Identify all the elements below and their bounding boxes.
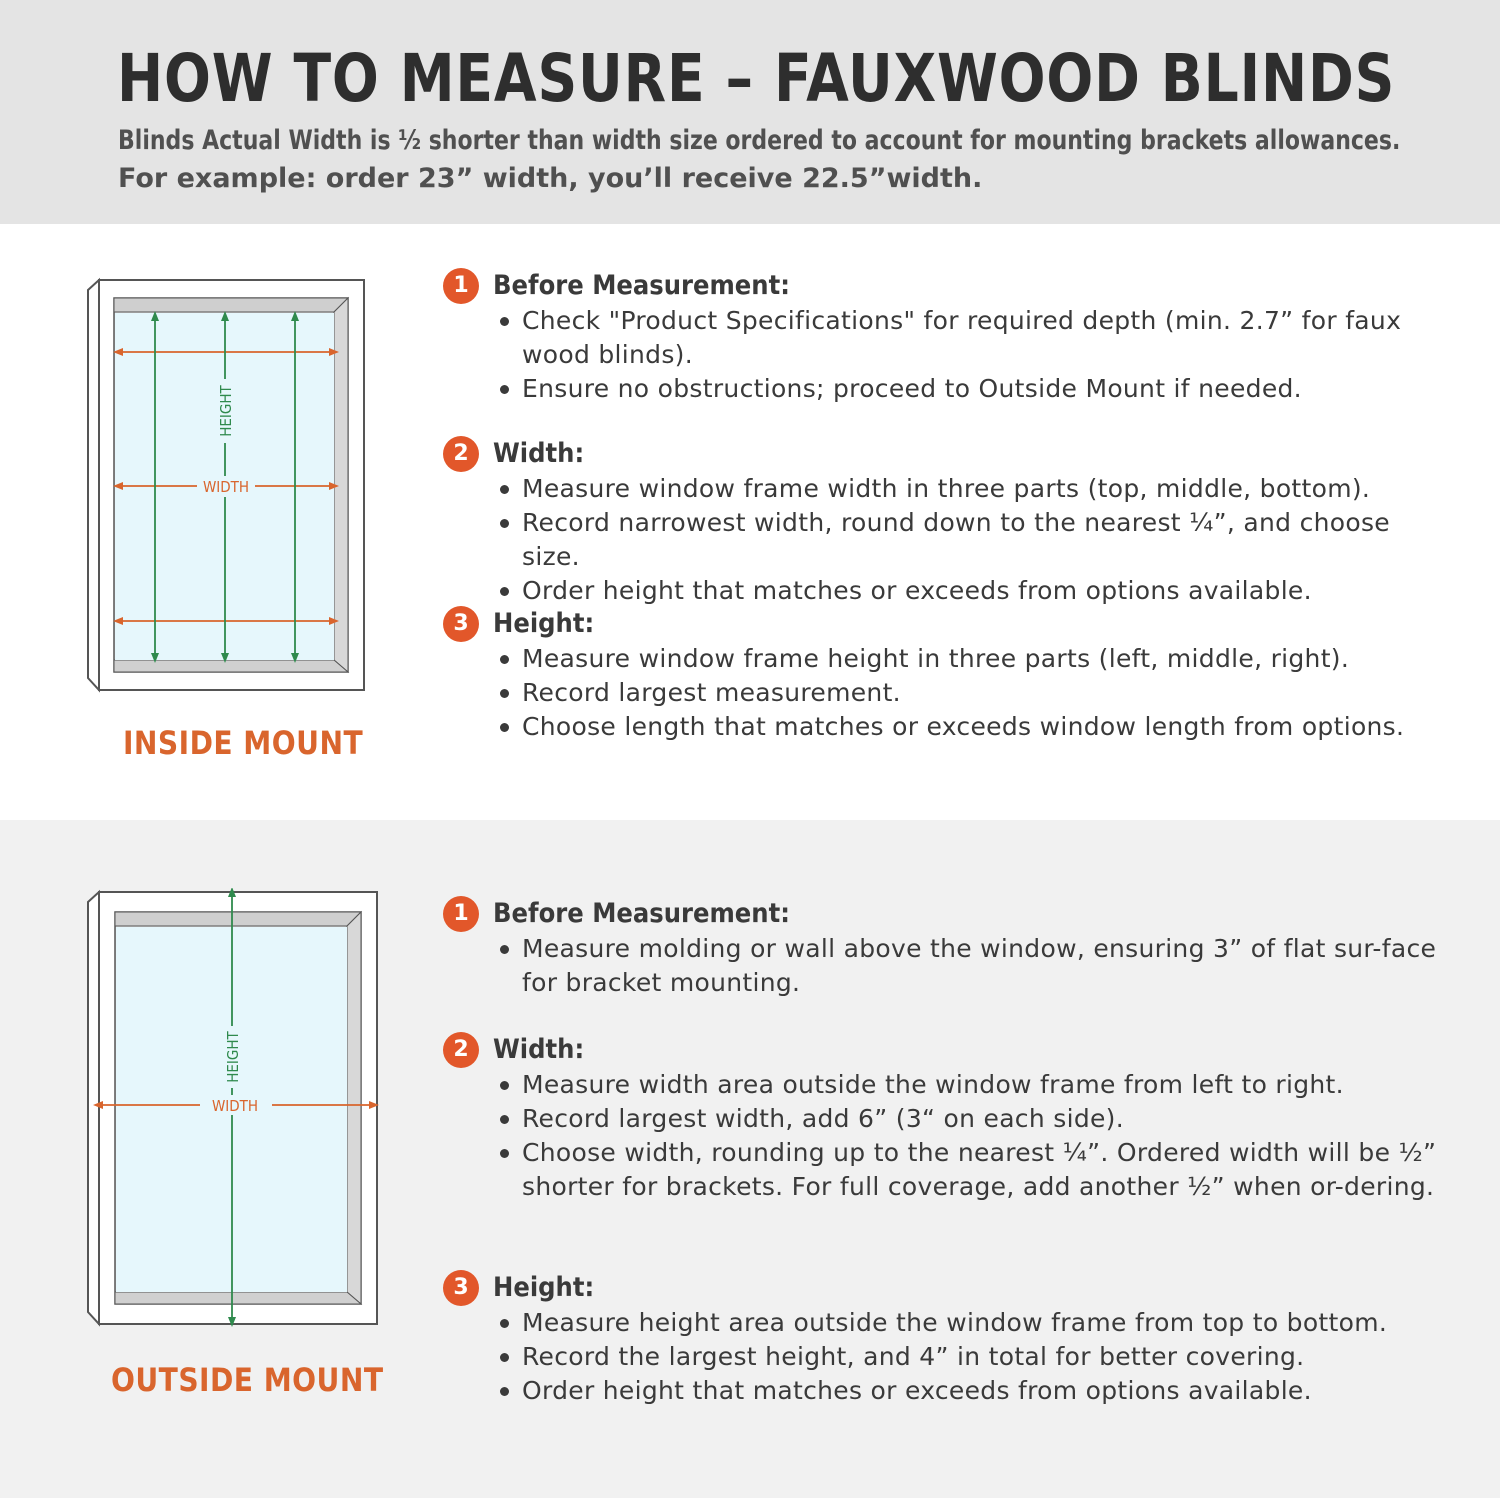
- step-title: Before Measurement:: [493, 270, 790, 301]
- bullet-item: Check "Product Specifications" for required depth (min. 2.7” for faux wood blinds).: [497, 304, 1453, 372]
- step-number-badge: 1: [443, 896, 479, 932]
- bullet-item: Order height that matches or exceeds from options available.: [497, 574, 1453, 608]
- bullet-item: Measure window frame width in three parts (top, middle, bottom).: [497, 472, 1453, 506]
- subtitle-line-2: For example: order 23” width, you’ll receive 22.5”width.: [118, 163, 983, 194]
- step-title: Before Measurement:: [493, 898, 790, 929]
- step-number-badge: 3: [443, 1270, 479, 1306]
- step-title: Height:: [493, 608, 595, 639]
- bullet-item: Record largest width, add 6” (3“ on each side).: [497, 1102, 1453, 1136]
- step-title: Width:: [493, 1034, 585, 1065]
- inside-mount-label: INSIDE MOUNT: [123, 724, 364, 762]
- step-number-badge: 2: [443, 436, 479, 472]
- inside-mount-diagram: [84, 276, 368, 696]
- bullet-item: Measure molding or wall above the window, ensuring 3” of flat sur-face for bracket mounting.: [497, 932, 1453, 1000]
- inside-mount-section: [0, 224, 1500, 820]
- bullet-item: Choose length that matches or exceeds window length from options.: [497, 710, 1453, 744]
- outside-step-2: [443, 1032, 1453, 1204]
- inside-step-2: [443, 436, 1453, 608]
- step-title: Width:: [493, 438, 585, 469]
- bullet-item: Measure width area outside the window frame from left to right.: [497, 1068, 1453, 1102]
- diagram-height-label: HEIGHT: [224, 1031, 242, 1083]
- bullet-item: Ensure no obstructions; proceed to Outside Mount if needed.: [497, 372, 1453, 406]
- outside-mount-section: [0, 820, 1500, 1498]
- diagram-height-label: HEIGHT: [217, 385, 235, 437]
- inside-step-1: [443, 268, 1453, 406]
- step-number-badge: 1: [443, 268, 479, 304]
- step-number-badge: 2: [443, 1032, 479, 1068]
- bullet-item: Record narrowest width, round down to the nearest ¼”, and choose size.: [497, 506, 1453, 574]
- outside-mount-diagram: [84, 888, 384, 1330]
- bullet-item: Record largest measurement.: [497, 676, 1453, 710]
- outside-mount-label: OUTSIDE MOUNT: [111, 1361, 384, 1399]
- header-banner: [0, 0, 1500, 224]
- diagram-width-label: WIDTH: [202, 478, 250, 496]
- inside-step-3: [443, 606, 1453, 744]
- outside-step-3: [443, 1270, 1453, 1408]
- bullet-item: Measure window frame height in three parts (left, middle, right).: [497, 642, 1453, 676]
- bullet-item: Choose width, rounding up to the nearest ¼”. Ordered width will be ½” shorter for brackets. For full coverage, add another ½” when or-dering.: [497, 1136, 1453, 1204]
- diagram-width-label: WIDTH: [211, 1097, 259, 1115]
- bullet-item: Measure height area outside the window frame from top to bottom.: [497, 1306, 1453, 1340]
- outside-step-1: [443, 896, 1453, 1000]
- page-title: HOW TO MEASURE – FAUXWOOD BLINDS: [117, 40, 1396, 117]
- step-number-badge: 3: [443, 606, 479, 642]
- subtitle-line-1: Blinds Actual Width is ½ shorter than width size ordered to account for mounting brackets allowances.: [118, 125, 1401, 156]
- bullet-item: Record the largest height, and 4” in total for better covering.: [497, 1340, 1453, 1374]
- step-title: Height:: [493, 1272, 595, 1303]
- bullet-item: Order height that matches or exceeds from options available.: [497, 1374, 1453, 1408]
